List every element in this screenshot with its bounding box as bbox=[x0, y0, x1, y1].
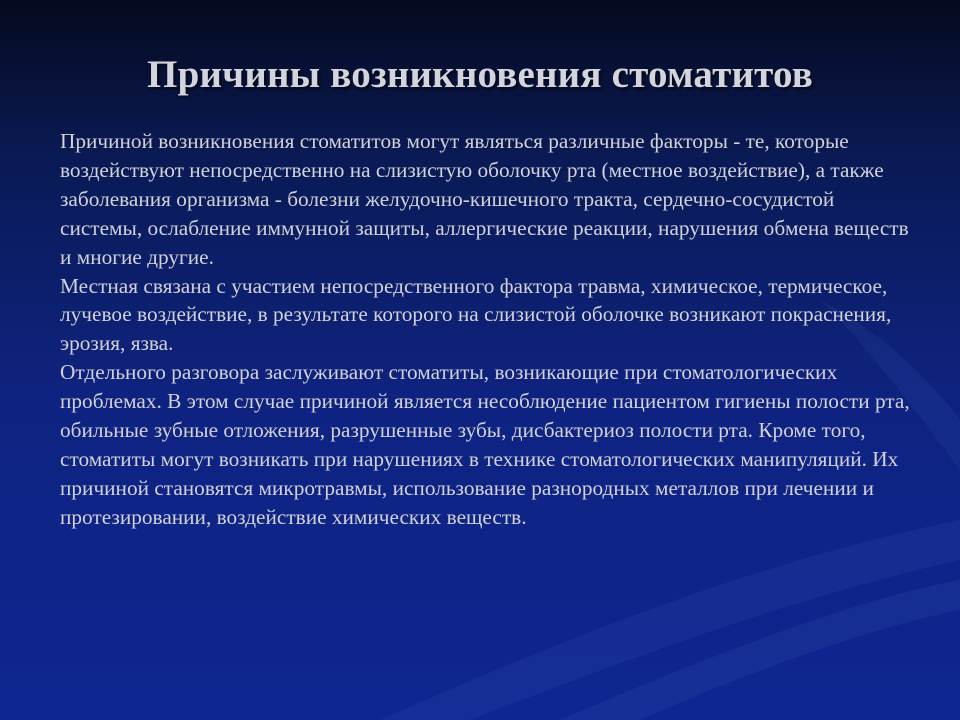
paragraph-causes: Причиной возникновения стоматитов могут являться различные факторы - те, которые воздействуют непосредственно на слизистую оболочку рта (местное воздействие), а также заболевания организма - болезни желудочно-кишечного тракта, сердечно-сосудистой системы, ослабление иммунной защиты, аллергические реакции, нарушения обмена веществ и многие другие. bbox=[60, 129, 909, 269]
slide-body bbox=[60, 127, 910, 532]
paragraph-dental-problems: Отдельного разговора заслуживают стоматиты, возникающие при стоматологических проблемах. В этом случае причиной является несоблюдение пациентом гигиены полости рта, обильные зубные отложения, разрушенные зубы, дисбактериоз полости рта. Кроме того, стоматиты могут возникать при нарушениях в технике стоматологических манипуляций. Их причиной становятся микротравмы, использование разнородных металлов при лечении и протезировании, воздействие химических веществ. bbox=[60, 360, 910, 529]
paragraph-local-factors: Местная связана с участием непосредственного фактора травма, химическое, термическое, лучевое воздействие, в результате которого на слизистой оболочке возникают покраснения, эрозия, язва. bbox=[60, 273, 892, 356]
slide-title: Причины возникновения стоматитов bbox=[147, 53, 813, 96]
